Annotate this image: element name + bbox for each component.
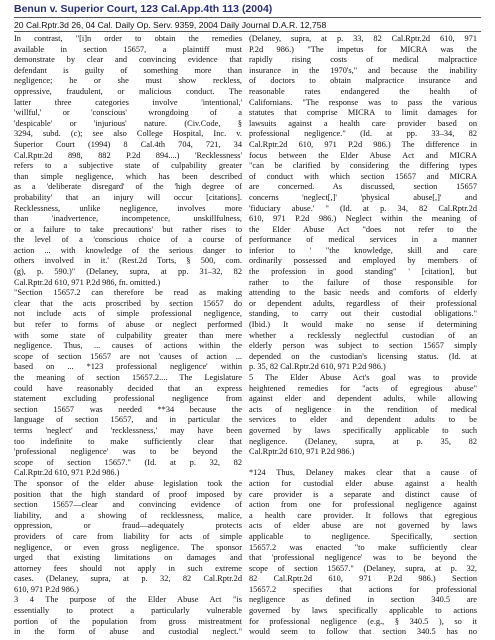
text-line: section 15657 was needed **34 because the: [14, 404, 242, 414]
text-line: defendant is guilty of something more than: [14, 65, 242, 75]
text-line: oppressive, fraudulent, or malicious conduct. The: [14, 86, 242, 96]
text-line: ordinarily possessed and employed by members of: [249, 256, 477, 266]
text-line: The sponsor of the elder abuse legislation took the: [14, 478, 242, 488]
text-line: In contrast, "[i]n order to obtain the remedies: [14, 34, 242, 43]
text-line: attending to the basic needs and comforts of elderly: [249, 288, 477, 298]
text-line: negligence; he or she must show reckless,: [14, 76, 242, 86]
text-line: scope of section 15657 are not 'causes of action ...: [14, 351, 242, 361]
text-line: lawsuits against a health care provider based on: [249, 118, 477, 128]
text-line: insurance in the 1970's," and because the inability: [249, 65, 477, 75]
text-line: p. 35, 82 Cal.Rptr.2d 610, 971 P.2d 986.): [249, 362, 386, 372]
text-line: clear that the acts proscribed by section 15657 do: [14, 298, 242, 308]
text-line: "can be clarified by considering the differing types: [249, 161, 477, 171]
text-line: portion of the population from gross mistreatment: [14, 616, 242, 626]
text-line: (Delaney, supra, at p. 33, 82 Cal.Rptr.2d 610, 971: [249, 34, 477, 43]
text-line: or dependent adults, regardless of their professional: [249, 298, 477, 308]
right-text-column: [249, 34, 477, 638]
text-line: based on ... *123 professional negligence' within: [14, 362, 242, 372]
text-line: (Ibid.) It would make no sense if determining: [249, 320, 477, 330]
text-line: that 'professional negligence' was to be beyond the: [249, 553, 477, 563]
header-divider-bottom: [14, 31, 481, 32]
text-line: action from one for professional negligence against: [249, 500, 477, 510]
text-line: than 'inadvertence, incompetence, unskillfulness,: [14, 214, 242, 224]
text-line: position that the high standard of proof imposed by: [14, 489, 242, 499]
paragraph-gap: [249, 458, 477, 469]
text-line: the Elder Abuse Act "does not refer to the: [249, 224, 477, 234]
text-line: acts of elder abuse are not governed by laws: [249, 521, 477, 531]
text-line: (g), p. 590.)" (Delaney, supra, at pp. 31–32, 82: [14, 267, 242, 277]
text-line: 'fiduciary abuse.' " (Id. at p. 34, 82 Cal.Rptr.2d: [249, 203, 477, 213]
text-line: 'despicable' or 'injurious' nature. (Civ.Code, §: [14, 118, 242, 128]
text-line: governed by laws specifically applicable to such: [249, 425, 477, 435]
case-citation: 20 Cal.Rptr.3d 26, 04 Cal. Daily Op. Serv. 9359, 2004 Daily Journal D.A.R. 12,758: [14, 20, 327, 30]
case-title: Benun v. Superior Court, 123 Cal.App.4th 113 (2004): [14, 3, 273, 15]
header-divider-top: [14, 17, 481, 18]
text-line: Superior Court (1994) 8 Cal.4th 704, 721, 34: [14, 139, 242, 149]
text-line: refers to a subjective state of culpability greater: [14, 161, 242, 171]
left-text-column: [14, 34, 242, 638]
text-line: others involved in it.' (Rest.2d Torts, § 500, com.: [14, 256, 242, 266]
text-line: would seem to follow that section 340.5 has no: [249, 627, 477, 637]
text-line: too indefinite to make sufficiently clear that: [14, 436, 242, 446]
text-line: heightened remedies for "acts of egregious abuse": [249, 383, 477, 393]
text-line: against elder and dependent adults, while allowing: [249, 394, 477, 404]
text-line: probability' that an injury will occur [citations].: [14, 192, 242, 202]
text-line: 610, 971 P.2d 986.) Neglect within the meaning of: [249, 214, 477, 224]
text-line: cases. (Delaney, supra, at p. 32, 82 Cal.Rptr.2d: [14, 574, 242, 584]
text-line: negligence. Thus, ... causes of actions within the: [14, 341, 242, 351]
text-line: language of section 15657, and in particular the: [14, 415, 242, 425]
text-line: concerns 'neglect[,]' 'physical abuse[,]' and: [249, 192, 477, 202]
text-line: Cal.Rptr.2d 610, 971 P.2d 986.): [249, 447, 355, 457]
text-line: Californians. "The response was to pass the various: [249, 97, 477, 107]
text-line: the level of a 'conscious choice of a course of: [14, 235, 242, 245]
text-line: professional negligence." (Id. at pp. 33–34, 82: [249, 129, 477, 139]
text-line: rapidly rising costs of medical malpractice: [249, 55, 477, 65]
text-line: inferior to ' "the knowledge, skill and care: [249, 245, 477, 255]
text-line: terms 'neglect' and 'recklessness,' may have been: [14, 425, 242, 435]
text-line: whether a recklessly neglectful custodian of an: [249, 330, 477, 340]
text-line: negligence. (Delaney, supra, at p. 35, 82: [249, 436, 477, 446]
text-line: of doctors to obtain malpractice insurance and: [249, 76, 477, 86]
text-line: providers of care from liability for acts of simple: [14, 531, 242, 541]
text-line: negligence, or even gross negligence. The sponsor: [14, 542, 242, 552]
text-line: the meaning of section 15657.2.... The Legislature: [14, 373, 242, 382]
text-line: a health care provider. It follows that egregious: [249, 510, 477, 520]
text-line: 'willful,' or 'conscious' wrongdoing of a: [14, 108, 242, 118]
text-line: 5 The Elder Abuse Act's goal was to provide: [249, 373, 477, 382]
text-line: in the form of abuse and custodial neglect.": [14, 627, 242, 637]
text-line: applicable to negligence. Specifically, section: [249, 531, 477, 541]
text-line: 610, 971 P.2d 986.): [14, 584, 79, 594]
text-line: demonstrate by clear and convincing evidence that: [14, 55, 242, 65]
text-line: 15657.2 specifies that actions for professional: [249, 584, 477, 594]
text-line: 3 4 The purpose of the Elder Abuse Act "is: [14, 595, 242, 605]
text-line: *124 Thus, Delaney makes clear that a cause of: [249, 468, 477, 478]
text-line: elderly person was subject to section 15657 simply: [249, 341, 477, 351]
text-line: with some state of culpability greater than mere: [14, 330, 242, 340]
text-line: oppression, or fraud—adequately protects: [14, 521, 242, 531]
text-line: rather to the failure of those responsible for: [249, 277, 477, 287]
text-line: Cal.Rptr.2d 610, 971 P.2d 986.): [14, 468, 120, 478]
text-line: 15657.2 was enacted "to make sufficiently clear: [249, 542, 477, 552]
text-line: depended on the custodian's licensing status. (Id. at: [249, 351, 477, 361]
text-line: or a failure to take precautions' but rather rises to: [14, 224, 242, 234]
text-line: not include acts of simple professional negligence,: [14, 309, 242, 319]
text-line: services to elder and dependent adults to be: [249, 415, 477, 425]
text-line: of conduct with which section 15657 and MICRA: [249, 171, 477, 181]
text-line: Cal.Rptr.2d 898, 882 P.2d 894....) 'Recklessness': [14, 150, 242, 160]
text-line: than simple negligence, which has been described: [14, 171, 242, 181]
text-line: are concerned. As discussed, section 15657: [249, 182, 477, 192]
text-line: but refer to forms of abuse or neglect performed: [14, 320, 242, 330]
text-line: latter three categories involve 'intentional,': [14, 97, 242, 107]
text-line: scope of section 15657." (Delaney, supra, at p. 32,: [249, 563, 477, 573]
text-line: acts of negligence in the rendition of medical: [249, 404, 477, 414]
text-line: performance of medical services in a manner: [249, 235, 477, 245]
text-line: 82 Cal.Rptr.2d 610, 971 P.2d 986.) Section: [249, 574, 477, 584]
text-line: available in section 15657, a plaintiff must: [14, 44, 242, 54]
text-line: Cal.Rptr.2d 610, 971 P.2d 986, fn. omitted.): [14, 277, 161, 287]
text-line: action ... with knowledge of the serious danger to: [14, 245, 242, 255]
text-line: for professional negligence (e.g., § 340.5 ), so it: [249, 616, 477, 626]
text-line: statement excluding professional negligence from: [14, 394, 242, 404]
text-line: the profession in good standing" ' [citation], but: [249, 267, 477, 277]
text-line: focus between the Elder Abuse Act and MICRA: [249, 150, 477, 160]
text-line: negligence as defined in section 340.5 are: [249, 595, 477, 605]
text-line: reasonable rates endangered the health of: [249, 86, 477, 96]
text-line: "Section 15657.2 can therefore be read as making: [14, 288, 242, 298]
text-line: standing, to carry out their custodial obligations.": [249, 309, 477, 319]
text-line: scope of section 15657." (Id. at p. 32, 82: [14, 457, 242, 467]
text-line: action for custodial elder abuse against a health: [249, 478, 477, 488]
text-line: Recklessness, unlike negligence, involves more: [14, 203, 242, 213]
text-line: essentially to protect a particularly vulnerable: [14, 606, 242, 616]
text-line: section 15657—clear and convincing evidence of: [14, 500, 242, 510]
text-line: liability, and a showing of recklessness, malice,: [14, 510, 242, 520]
text-line: could have reasonably decided that an express: [14, 383, 242, 393]
text-line: statutes that comprise MICRA to limit damages for: [249, 108, 477, 118]
text-line: urged that existing limitations on damages and: [14, 553, 242, 563]
text-line: as a 'deliberate disregard' of the 'high degree of: [14, 182, 242, 192]
text-line: attorney fees should not apply in such extreme: [14, 563, 242, 573]
text-line: care provider is a separate and distinct cause of: [249, 489, 477, 499]
text-line: P.2d 986.) "The impetus for MICRA was the: [249, 44, 477, 54]
text-line: 'professional negligence' was to be beyond the: [14, 447, 242, 457]
text-line: Cal.Rptr.2d 610, 971 P.2d 986.) The difference in: [249, 139, 477, 149]
text-line: governed by laws specifically applicable to actions: [249, 606, 477, 616]
text-line: 3294, subd. (c); see also College Hospital, Inc. v.: [14, 129, 242, 139]
